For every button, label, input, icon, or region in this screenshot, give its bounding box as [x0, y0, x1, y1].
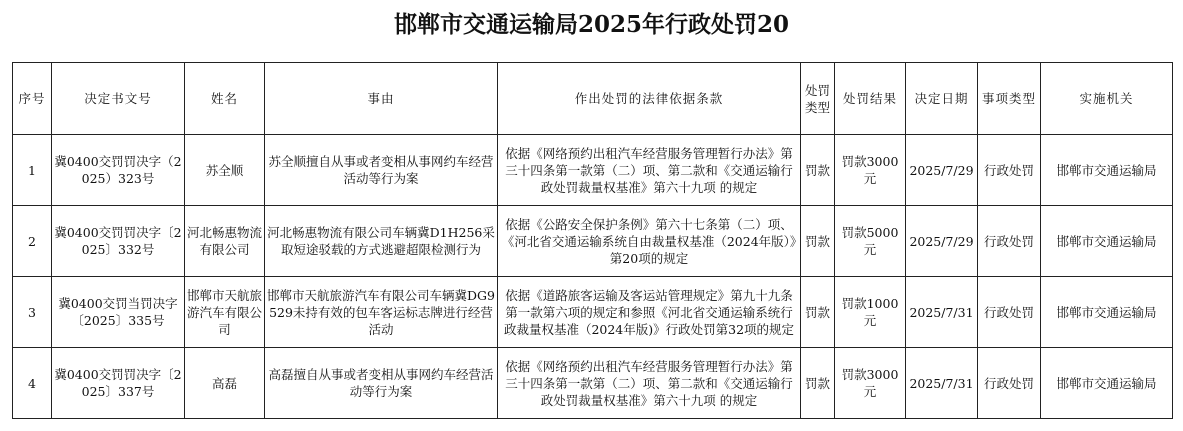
cell-seq: 3	[13, 277, 52, 348]
cell-cause: 河北畅惠物流有限公司车辆冀D1H256采取短途驳载的方式逃避超限检测行为	[265, 206, 498, 277]
cell-date: 2025/7/31	[906, 277, 978, 348]
header-doc-no: 决定书文号	[52, 63, 185, 135]
table-row	[13, 206, 1173, 277]
cell-doc-no: 冀0400交罚罚决字（2025）323号	[52, 135, 185, 206]
cell-name: 苏全顺	[185, 135, 265, 206]
cell-seq: 2	[13, 206, 52, 277]
table-row	[13, 277, 1173, 348]
cell-doc-no: 冀0400交罚罚决字〔2025〕332号	[52, 206, 185, 277]
cell-seq: 1	[13, 135, 52, 206]
cell-basis: 依据《网络预约出租汽车经营服务管理暂行办法》第三十四条第一款第（二）项、第二款和《交通运输行政处罚裁量权基准》第六十九项 的规定	[498, 348, 801, 419]
page-title: 邯郸市交通运输局2025年行政处罚20	[393, 11, 790, 38]
table-row	[13, 135, 1173, 206]
cell-result: 罚款3000元	[835, 135, 906, 206]
cell-cause: 苏全顺擅自从事或者变相从事网约车经营活动等行为案	[265, 135, 498, 206]
table-header-row	[13, 63, 1173, 135]
table-row	[13, 348, 1173, 419]
cell-penalty-type: 罚款	[801, 135, 835, 206]
header-basis: 作出处罚的法律依据条款	[498, 63, 801, 135]
cell-agency: 邯郸市交通运输局	[1041, 277, 1173, 348]
cell-agency: 邯郸市交通运输局	[1041, 135, 1173, 206]
cell-name: 高磊	[185, 348, 265, 419]
cell-penalty-type: 罚款	[801, 206, 835, 277]
cell-doc-no: 冀0400交罚罚决字〔2025〕337号	[52, 348, 185, 419]
header-date: 决定日期	[906, 63, 978, 135]
cell-result: 罚款5000元	[835, 206, 906, 277]
header-cause: 事由	[265, 63, 498, 135]
cell-result: 罚款3000元	[835, 348, 906, 419]
cell-name: 河北畅惠物流有限公司	[185, 206, 265, 277]
cell-category: 行政处罚	[978, 206, 1041, 277]
cell-result: 罚款1000元	[835, 277, 906, 348]
cell-basis: 依据《道路旅客运输及客运站管理规定》第九十九条第一款第六项的规定和参照《河北省交通运输系统行政裁量权基准（2024年版)》行政处罚第32项的规定	[498, 277, 801, 348]
cell-date: 2025/7/29	[906, 206, 978, 277]
header-name: 姓名	[185, 63, 265, 135]
cell-category: 行政处罚	[978, 135, 1041, 206]
header-agency: 实施机关	[1041, 63, 1173, 135]
cell-agency: 邯郸市交通运输局	[1041, 348, 1173, 419]
cell-category: 行政处罚	[978, 348, 1041, 419]
cell-basis: 依据《网络预约出租汽车经营服务管理暂行办法》第三十四条第一款第（二）项、第二款和《交通运输行政处罚裁量权基准》第六十九项 的规定	[498, 135, 801, 206]
header-penalty-type: 处罚类型	[801, 63, 835, 135]
header-result: 处罚结果	[835, 63, 906, 135]
cell-agency: 邯郸市交通运输局	[1041, 206, 1173, 277]
cell-date: 2025/7/31	[906, 348, 978, 419]
cell-penalty-type: 罚款	[801, 348, 835, 419]
cell-category: 行政处罚	[978, 277, 1041, 348]
cell-basis: 依据《公路安全保护条例》第六十七条第（二）项、《河北省交通运输系统自由裁量权基准（2024年版）》第20项的规定	[498, 206, 801, 277]
cell-cause: 高磊擅自从事或者变相从事网约车经营活动等行为案	[265, 348, 498, 419]
header-seq: 序号	[13, 63, 52, 135]
cell-name: 邯郸市天航旅游汽车有限公司	[185, 277, 265, 348]
cell-penalty-type: 罚款	[801, 277, 835, 348]
cell-date: 2025/7/29	[906, 135, 978, 206]
header-category: 事项类型	[978, 63, 1041, 135]
cell-seq: 4	[13, 348, 52, 419]
cell-doc-no: 冀0400交罚当罚决字〔2025〕335号	[52, 277, 185, 348]
cell-cause: 邯郸市天航旅游汽车有限公司车辆冀DG9529未持有效的包车客运标志牌进行经营活动	[265, 277, 498, 348]
penalty-table	[12, 62, 1173, 419]
